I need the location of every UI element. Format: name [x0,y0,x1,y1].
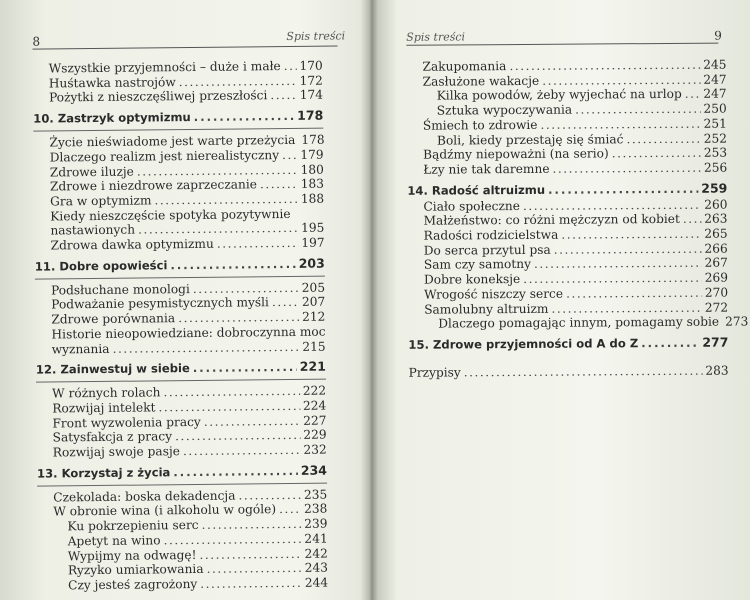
dot-leader [238,488,301,503]
dot-leader [112,339,299,356]
dot-leader [683,212,701,227]
entry-title: Śmiech to zdrowie [422,117,538,133]
entry-title: W różnych rolach [52,385,161,401]
entry-page-number: 260 [704,197,728,212]
entry-title: Dlaczego realizm jest nierealistyczny [49,147,280,165]
entry-title: W obronie wina (i alkoholu w ogóle) [53,502,277,519]
toc-entry [52,339,326,357]
entry-page-number: 188 [300,191,325,206]
entry-title: Samolubny altruizm [424,301,549,317]
dot-leader [204,414,301,430]
entry-title: Apetyt na wino [67,533,161,549]
entry-title: Huśtawka nastrojów [48,74,176,91]
entry-page-number: 179 [300,147,324,162]
dot-leader [178,310,299,326]
dot-leader [154,192,298,208]
entry-page-number: 259 [701,180,728,196]
dot-leader [534,256,702,272]
entry-title: Przypisy [408,365,461,380]
entry-page-number: 283 [705,363,729,378]
toc-entry-multiline [34,206,324,238]
entry-title: wyznania [51,341,110,357]
dot-leader [217,236,299,252]
entry-title: Małżeństwo: co różni mężczyzn od kobiet [423,212,680,229]
left-page [0,0,374,600]
entry-page-number: 270 [704,285,729,300]
entry-page-number: 269 [704,270,728,285]
toc-entry [35,236,325,254]
page-number: 8 [32,34,41,49]
dot-leader [272,295,299,310]
dot-leader [575,102,700,118]
entry-title: 12. Zainwestuj w siebie [35,361,190,377]
entry-page-number: 235 [303,487,328,502]
table-of-contents [406,57,749,381]
toc-entry [38,576,328,594]
entry-title: Zakupomania [422,59,507,74]
chapter-rule [37,482,327,486]
entry-title: Czy jesteś zagrożony [68,576,198,593]
toc-entry [33,133,323,151]
dot-leader [179,74,297,90]
dot-leader [540,117,700,133]
toc-chapter-entry [36,358,326,379]
dot-leader [523,197,701,213]
right-page [376,0,750,600]
entry-title-line: Kiedy nieszczęście spotyka pozytywnie [50,206,291,224]
toc-chapter-entry [408,334,728,354]
entry-page-number: 263 [704,211,728,227]
entry-page-number: 174 [299,88,324,103]
entry-title: Sam czy samotny [423,257,532,273]
entry-title: Boli, kiedy przestaję się śmiać [436,131,624,148]
entry-page-number: 224 [302,398,327,413]
dot-leader [542,72,700,88]
dot-leader [199,546,301,562]
entry-title: Gra w optymizm [50,193,152,209]
entry-title: nastawionych [50,222,136,238]
entry-title: Wypijmy na odwagę! [67,547,197,563]
entry-page-number: 172 [299,73,323,88]
header-rule [33,45,338,49]
running-head: Spis treści [286,29,346,44]
dot-leader [552,161,701,177]
entry-title: Do serca przytul psa [423,242,551,258]
entry-title: Radości rodzicielstwa [423,227,559,243]
entry-title: Front wyzwolenia pracy [52,414,201,431]
dot-leader [163,384,300,400]
toc-chapter-entry [407,179,727,199]
dot-leader [170,256,295,274]
dot-leader [175,428,300,444]
entry-title: 10. Zastrzyk optymizmu [33,110,191,126]
entry-page-number: 266 [704,241,728,256]
entry-title: Zdrowe porównania [51,311,176,327]
entry-page-number: 222 [302,383,327,399]
entry-page-number: 241 [304,531,328,546]
toc-entry [408,314,749,332]
entry-title: Podsłuchane monologi [50,281,190,298]
dot-leader [260,177,298,192]
dot-leader [561,227,701,243]
entry-page-number: 273 [725,314,749,329]
dot-leader [509,58,700,74]
entry-page-number: 205 [301,280,326,295]
dot-leader [554,241,702,257]
dot-leader [193,359,297,377]
entry-title: Dlaczego pomagając innym, pomagamy sobie [438,314,720,331]
entry-title: Czekolada: boska dekadencja [53,488,236,505]
dot-leader [158,399,300,415]
entry-title: Wrogość niszczy serce [424,286,564,302]
dot-leader [201,517,301,533]
entry-page-number: 212 [301,309,326,324]
dot-leader [163,532,301,548]
entry-page-number: 252 [703,131,728,146]
entry-page-number: 243 [304,560,329,576]
entry-title: Rozwijaj intelekt [52,400,156,416]
entry-title-line: Historie nieopowiedziane: dobroczynna moc [51,324,326,342]
entry-title: Satysfakcja z pracy [52,429,173,445]
entry-title: Zasłużone wakacje [422,73,540,89]
toc-entry-multiline [35,324,325,356]
chapter-rule [35,275,325,279]
entry-title: Podważanie pesymistycznych myśli [51,295,269,312]
entry-page-number: 242 [304,546,328,561]
entry-title: Zdrowa dawka optymizmu [50,236,214,253]
entry-title: Łzy nie tak daremne [423,161,550,177]
dot-leader [183,443,301,459]
entry-page-number: 277 [702,334,729,350]
entry-page-number: 170 [299,58,323,73]
entry-page-number: 250 [703,101,727,116]
entry-title: Bądźmy niepoważni (na serio) [423,146,609,162]
dot-leader [270,88,297,103]
entry-page-number: 229 [303,427,327,443]
dot-leader [612,146,701,161]
dot-leader [685,87,701,102]
entry-title: Wszystkie przyjemności – duże i małe [48,59,281,76]
entry-page-number: 215 [302,339,326,354]
entry-page-number: 234 [300,462,328,478]
entry-page-number: 178 [301,132,325,147]
entry-title: Pożytki z nieszczęśliwej przeszłości [48,88,268,105]
dot-leader [284,59,297,74]
dot-leader [193,281,299,297]
entry-title: Zdrowe i niezdrowe zaprzeczanie [49,177,258,194]
dot-leader [138,221,298,237]
entry-title: Dobre koneksje [423,272,521,287]
entry-page-number: 232 [303,442,327,457]
entry-title: 11. Dobre opowieści [34,257,168,274]
dot-leader [200,576,302,592]
entry-title: Zdrowe iluzje [49,164,134,180]
entry-page-number: 207 [301,295,326,310]
entry-page-number: 197 [301,235,325,250]
dot-leader [194,108,295,126]
entry-page-number: 238 [304,502,328,517]
entry-title: Ciało społeczne [423,198,521,214]
entry-page-number: 178 [297,107,324,124]
entry-page-number: 195 [301,220,325,236]
toc-entry [33,88,323,106]
page-number: 9 [714,28,722,43]
entry-page-number: 239 [304,516,328,532]
dot-leader [626,131,700,146]
dot-leader [551,300,702,316]
dot-leader [548,180,698,198]
entry-page-number: 251 [703,116,727,131]
entry-title: 13. Korzystaj z życia [36,465,171,481]
entry-title: 14. Radość altruizmu [407,182,546,198]
dot-leader [523,271,702,287]
dot-leader [206,561,301,577]
entry-page-number: 244 [304,575,329,590]
entry-page-number: 227 [303,413,327,428]
toc-chapter-entry [35,254,325,275]
entry-page-number: 203 [298,255,325,271]
toc-entry [409,364,729,381]
chapter-rule [36,379,326,383]
toc-entry [407,160,727,177]
dot-leader [282,148,297,163]
entry-title: Kilka powodów, żeby wyjechać na urlop [436,87,682,103]
dot-leader [173,463,298,481]
entry-title: Rozwijaj swoje pasje [52,444,180,460]
entry-title: Życie nieświadome jest warte przeżycia [49,133,296,150]
entry-page-number: 265 [704,226,728,241]
dot-leader [641,335,699,352]
entry-page-number: 247 [703,72,727,87]
entry-page-number: 247 [703,86,727,102]
toc-chapter-entry [33,107,323,128]
dot-leader [566,286,702,302]
entry-title: Sztuka wypoczywania [436,102,573,118]
entry-page-number: 221 [299,358,326,375]
entry-title: Ku pokrzepieniu serc [67,518,199,534]
dot-leader [279,502,301,517]
dot-leader [137,162,298,178]
entry-page-number: 256 [703,160,728,175]
entry-page-number: 183 [300,176,325,192]
entry-page-number: 253 [703,145,728,160]
running-head: Spis treści [406,30,466,44]
entry-title: 15. Zdrowe przyjemności od A do Z [408,336,639,352]
entry-page-number: 272 [704,300,729,315]
entry-title: Ryzyko umiarkowania [67,562,204,578]
toc-chapter-entry [37,461,327,482]
chapter-rule [33,128,323,132]
entry-page-number: 180 [300,162,324,177]
table-of-contents [33,59,329,594]
entry-page-number: 245 [703,57,727,72]
toc-entry [37,443,327,461]
dot-leader [464,364,703,380]
entry-page-number: 267 [704,255,728,271]
